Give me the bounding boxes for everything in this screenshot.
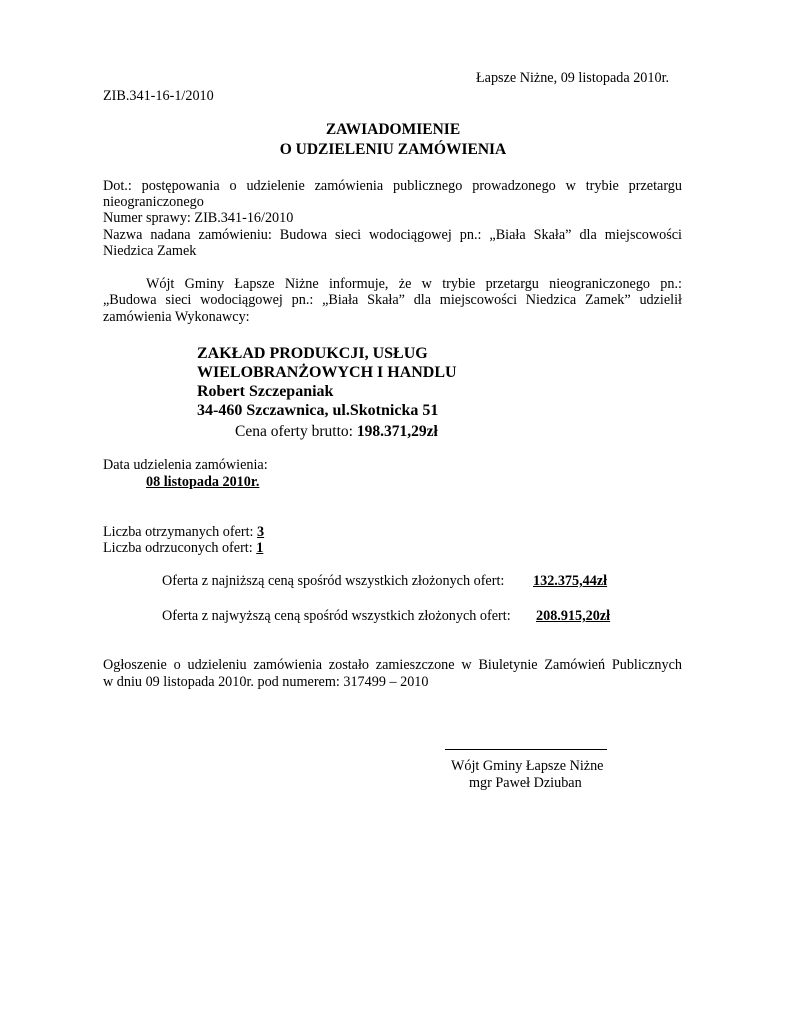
offers-rejected-label: Liczba odrzuconych ofert: <box>103 540 253 556</box>
signature-line <box>445 749 607 750</box>
offers-rejected <box>103 540 263 556</box>
highest-offer-label: Oferta z najwyższą ceną spośród wszystkich złożonych ofert: <box>162 608 511 624</box>
contract-name-continued: Niedzica Zamek <box>103 243 197 259</box>
contractor-person: Robert Szczepaniak <box>197 383 334 400</box>
contractor-name: ZAKŁAD PRODUKCJI, USŁUG <box>197 345 428 362</box>
offers-received-label: Liczba otrzymanych ofert: <box>103 524 254 540</box>
contractor-address: 34-460 Szczawnica, ul.Skotnicka 51 <box>197 402 439 419</box>
publication-note-continued: w dniu 09 listopada 2010r. pod numerem: 317499 – 2010 <box>103 674 429 690</box>
signatory-title: Wójt Gminy Łapsze Niżne <box>451 758 604 774</box>
document-subtitle: O UDZIELENIU ZAMÓWIENIA <box>279 141 507 158</box>
offers-rejected-value: 1 <box>256 540 264 556</box>
signatory-name: mgr Paweł Dziuban <box>469 775 582 791</box>
offer-price-value: 198.371,29zł <box>356 423 438 440</box>
document-title: ZAWIADOMIENIE <box>325 121 461 138</box>
announcement-paragraph-line3: zamówienia Wykonawcy: <box>103 309 250 325</box>
offer-price <box>235 424 438 440</box>
lowest-offer-label: Oferta z najniższą ceną spośród wszystkich złożonych ofert: <box>162 573 505 589</box>
announcement-paragraph: Wójt Gminy Łapsze Niżne informuje, że w trybie przetargu nieograniczonego pn.: <box>146 276 682 292</box>
publication-note: Ogłoszenie o udzieleniu zamówienia zostało zamieszczone w Biuletynie Zamówień Publicznych <box>103 657 682 673</box>
offers-received-value: 3 <box>257 524 265 540</box>
offer-price-label: Cena oferty brutto: <box>235 423 353 440</box>
lowest-offer-value: 132.375,44zł <box>533 573 608 589</box>
award-date-label: Data udzielenia zamówienia: <box>103 457 268 473</box>
contractor-name-continued: WIELOBRANŻOWYCH I HANDLU <box>197 364 457 381</box>
offers-received <box>103 524 264 540</box>
announcement-paragraph-line2: „Budowa sieci wodociągowej pn.: „Biała Skała” dla miejscowości Niedzica Zamek” udzielił <box>103 292 682 308</box>
subject-line: Dot.: postępowania o udzielenie zamówienia publicznego prowadzonego w trybie przetargu <box>103 178 682 194</box>
highest-offer-value: 208.915,20zł <box>536 608 611 624</box>
subject-line-continued: nieograniczonego <box>103 194 204 210</box>
place-and-date: Łapsze Niżne, 09 listopada 2010r. <box>476 70 670 86</box>
case-number: Numer sprawy: ZIB.341-16/2010 <box>103 210 294 226</box>
reference-number: ZIB.341-16-1/2010 <box>103 88 214 104</box>
award-date-value: 08 listopada 2010r. <box>146 474 260 490</box>
contract-name: Nazwa nadana zamówieniu: Budowa sieci wodociągowej pn.: „Biała Skała” dla miejscowości <box>103 227 682 243</box>
